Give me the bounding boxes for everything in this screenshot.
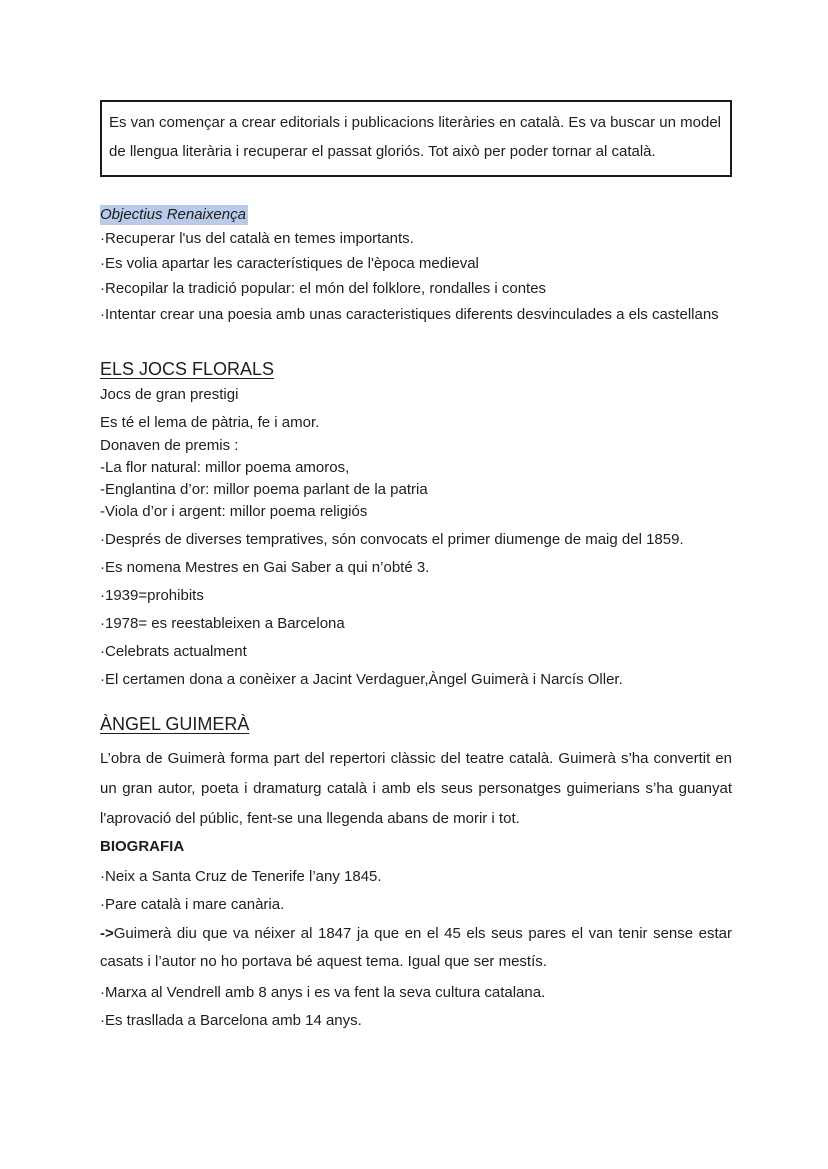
list-item: ·Intentar crear una poesia amb unas caracteristiques diferents desvinculades a els castellans [100, 306, 719, 323]
list-item: ·Recuperar l'us del català en temes importants. [100, 230, 414, 247]
guimera-intro-paragraph: L’obra de Guimerà forma part del repertori clàssic del teatre català. Guimerà s’ha convertit en un gran autor, poeta i dramaturg català i amb els seus personatges guimerians s’ha guanyat l'aprovació del públic, fent-se una llegenda abans de morir i tot. [100, 750, 732, 827]
list-item: ·Es trasllada a Barcelona amb 14 anys. [100, 1012, 362, 1029]
list-item: ·Celebrats actualment [100, 643, 247, 660]
intro-text-box [100, 100, 732, 177]
jocs-bullet-list [100, 529, 732, 691]
objectius-heading [100, 204, 732, 226]
objectius-heading-highlighted-text: Objectius Renaixença [100, 206, 246, 223]
objectius-list [100, 226, 732, 328]
biografia-heading: BIOGRAFIA [100, 838, 185, 855]
spacer [100, 177, 732, 204]
list-item: ·1939=prohibits [100, 587, 204, 604]
jocs-subtitle: Jocs de gran prestigi [100, 386, 239, 403]
list-item: ·Pare català i mare canària. [100, 896, 285, 913]
list-item: -La flor natural: millor poema amoros, [100, 459, 350, 476]
list-item: ·Es volia apartar les característiques de l'època medieval [100, 255, 479, 272]
list-item: -Viola d’or i argent: millor poema religiós [100, 503, 368, 520]
jocs-lema: Es té el lema de pàtria, fe i amor. [100, 414, 320, 431]
list-item: ·Recopilar la tradició popular: el món del folklore, rondalles i contes [100, 280, 547, 297]
list-item: -Englantina d’or: millor poema parlant de la patria [100, 481, 428, 498]
list-item: ·1978= es reestableixen a Barcelona [100, 615, 345, 632]
biografia-note [100, 920, 732, 976]
list-item: ·Marxa al Vendrell amb 8 anys i es va fent la seva cultura catalana. [100, 984, 546, 1001]
guimera-heading: ÀNGEL GUIMERÀ [100, 714, 250, 734]
intro-text: Es van començar a crear editorials i publicacions literàries en català. Es va buscar un model de llengua literària i recuperar el passat gloriós. Tot això per poder tornar al català. [109, 114, 721, 160]
biografia-note-text: Guimerà diu que va néixer al 1847 ja que en el 45 els seus pares el van tenir sense estar casats i l’autor no ho portava bé aquest tema. Igual que ser mestís. [100, 925, 732, 970]
arrow-marker: -> [100, 925, 114, 942]
premis-list [100, 457, 732, 523]
jocs-florals-heading: ELS JOCS FLORALS [100, 359, 275, 379]
list-item: ·Es nomena Mestres en Gai Saber a qui n’obté 3. [100, 559, 430, 576]
list-item: ·Després de diverses tempratives, són convocats el primer diumenge de maig del 1859. [100, 531, 684, 548]
list-item: ·El certamen dona a conèixer a Jacint Verdaguer,Àngel Guimerà i Narcís Oller. [100, 671, 623, 688]
list-item: ·Neix a Santa Cruz de Tenerife l’any 1845. [100, 868, 382, 885]
biografia-list [100, 866, 732, 1032]
premis-label: Donaven de premis : [100, 437, 239, 454]
